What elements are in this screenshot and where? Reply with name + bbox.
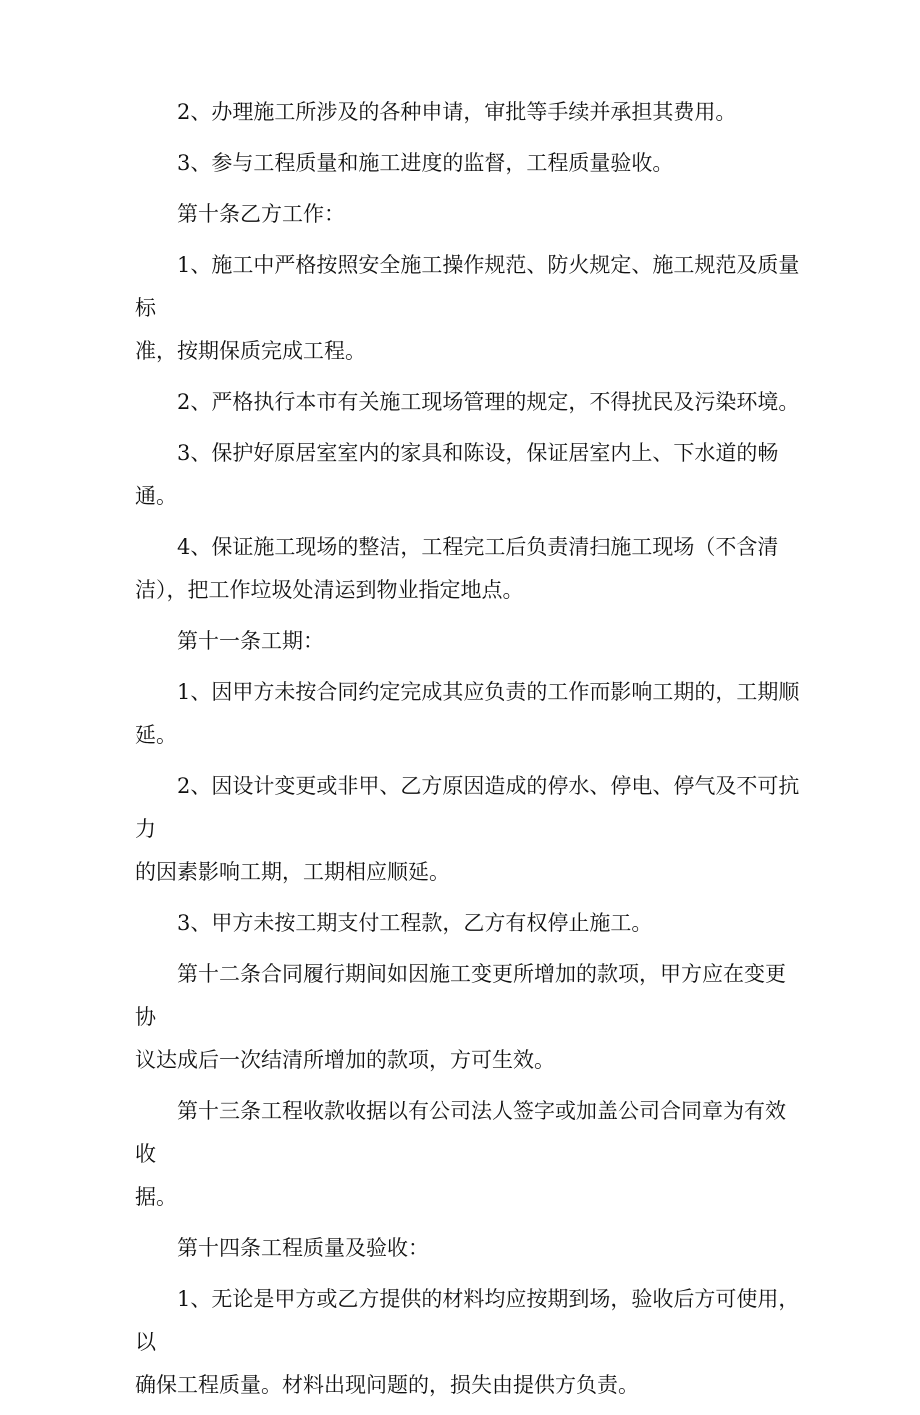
paragraph-line-continued: 的因素影响工期，工期相应顺延。 [135, 860, 450, 884]
section-heading-article-10 [135, 193, 805, 236]
paragraph-11 [135, 902, 805, 945]
paragraph-line: 3、甲方未按工期支付工程款，乙方有权停止施工。 [177, 911, 653, 935]
document-body [135, 91, 805, 1415]
paragraph-line: 2、因设计变更或非甲、乙方原因造成的停水、停电、停气及不可抗力 [135, 774, 800, 841]
paragraph-line: 3、保护好原居室室内的家具和陈设，保证居室内上、下水道的畅通。 [135, 441, 779, 508]
paragraph-line: 第十条乙方工作： [177, 202, 345, 226]
paragraph-line: 1、无论是甲方或乙方提供的材料均应按期到场，验收后方可使用，以 [135, 1287, 800, 1354]
paragraph-line-continued: 据。 [135, 1185, 177, 1209]
paragraph-line: 1、因甲方未按合同约定完成其应负责的工作而影响工期的，工期顺延。 [135, 680, 800, 747]
paragraph-line: 2、严格执行本市有关施工现场管理的规定，不得扰民及污染环境。 [177, 390, 800, 414]
paragraph-line-continued: 洁），把工作垃圾处清运到物业指定地点。 [135, 578, 524, 602]
paragraph-line: 2、办理施工所涉及的各种申请，审批等手续并承担其费用。 [177, 100, 737, 124]
paragraph-9 [135, 671, 805, 757]
paragraph-line-continued: 确保工程质量。材料出现问题的，损失由提供方负责。 [135, 1373, 639, 1397]
section-article-12 [135, 953, 805, 1082]
paragraph-line: 3、参与工程质量和施工进度的监督，工程质量验收。 [177, 151, 674, 175]
section-article-13 [135, 1090, 805, 1219]
section-heading-article-11 [135, 620, 805, 663]
paragraph-line-continued: 准，按期保质完成工程。 [135, 339, 366, 363]
paragraph-line: 第十一条工期： [177, 629, 324, 653]
paragraph-7 [135, 526, 805, 612]
paragraph-10 [135, 765, 805, 894]
paragraph-2 [135, 142, 805, 185]
paragraph-15 [135, 1278, 805, 1407]
section-heading-article-14 [135, 1227, 805, 1270]
paragraph-line: 第十三条工程收款收据以有公司法人签字或加盖公司合同章为有效收 [135, 1099, 786, 1166]
paragraph-line: 第十四条工程质量及验收： [177, 1236, 429, 1260]
paragraph-6 [135, 432, 805, 518]
paragraph-line: 1、施工中严格按照安全施工操作规范、防火规定、施工规范及质量标 [135, 253, 800, 320]
paragraph-line: 第十二条合同履行期间如因施工变更所增加的款项，甲方应在变更协 [135, 962, 786, 1029]
paragraph-line: 4、保证施工现场的整洁，工程完工后负责清扫施工现场（不含清 [177, 535, 779, 559]
paragraph-4 [135, 244, 805, 373]
paragraph-1 [135, 91, 805, 134]
paragraph-line-continued: 议达成后一次结清所增加的款项，方可生效。 [135, 1048, 555, 1072]
paragraph-5 [135, 381, 805, 424]
